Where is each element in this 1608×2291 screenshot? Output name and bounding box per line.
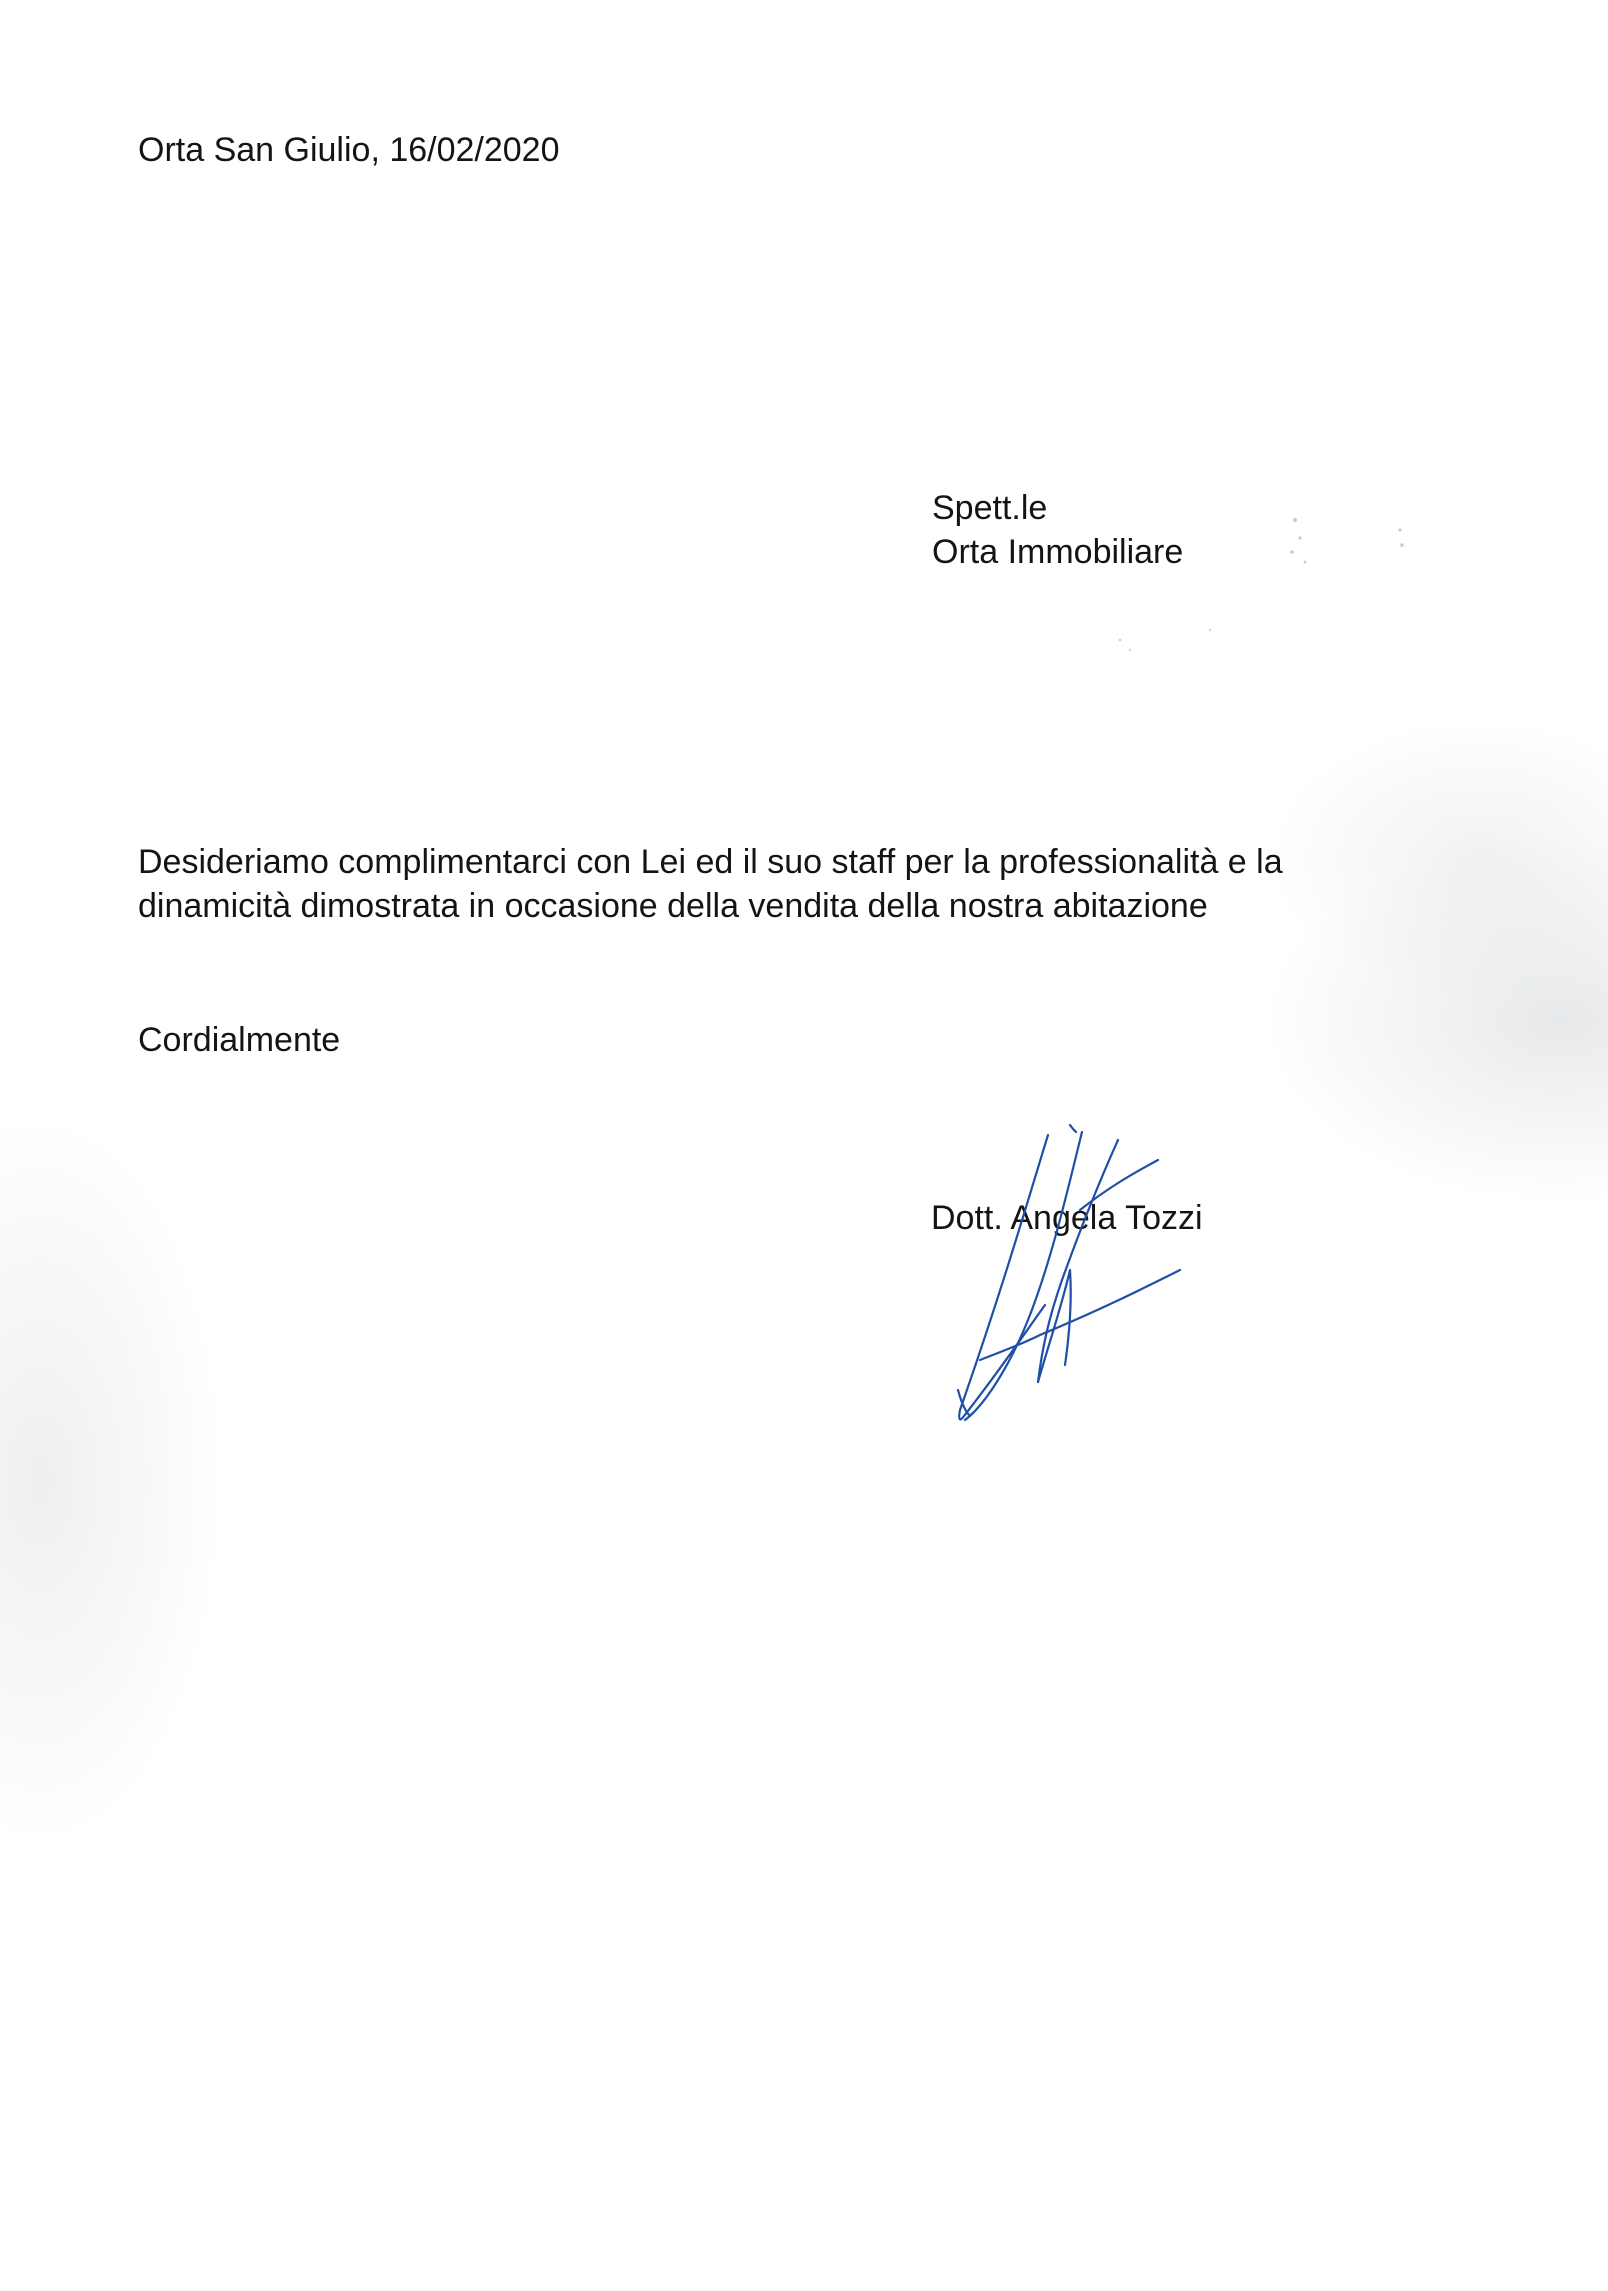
body-line-1: Desideriamo complimentarci con Lei ed il suo staff per la professionalità e la bbox=[138, 843, 1283, 881]
recipient-block bbox=[932, 486, 1183, 574]
signature-scribble bbox=[930, 1120, 1250, 1500]
closing: Cordialmente bbox=[138, 1021, 341, 1059]
recipient-company: Orta Immobiliare bbox=[932, 533, 1184, 571]
signer-name: Dott. Angela Tozzi bbox=[931, 1199, 1203, 1237]
letter-body bbox=[138, 840, 1283, 928]
body-line-2: dinamicità dimostrata in occasione della vendita della nostra abitazione bbox=[138, 887, 1208, 925]
recipient-salutation: Spett.le bbox=[932, 489, 1048, 527]
place-date: Orta San Giulio, 16/02/2020 bbox=[138, 131, 560, 169]
